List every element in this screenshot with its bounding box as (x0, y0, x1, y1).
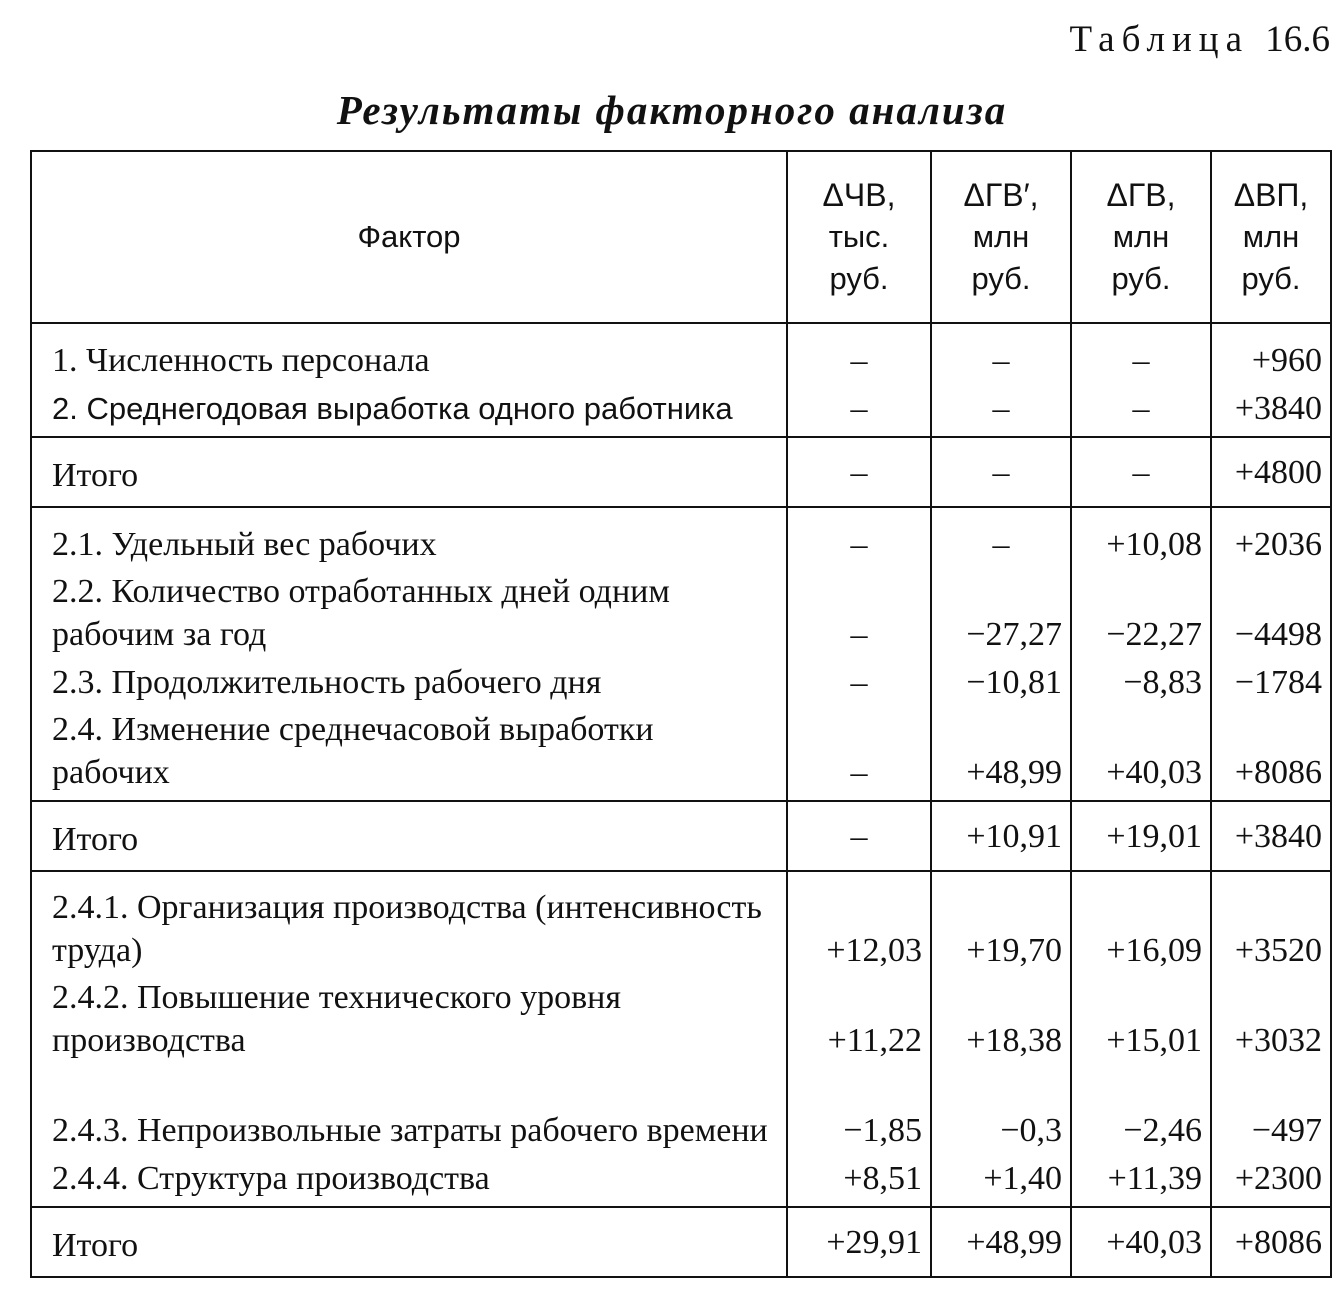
value-cell: +10,08 (1071, 507, 1211, 566)
value-cell: – (931, 382, 1071, 437)
value-cell: −2,46 (1071, 1062, 1211, 1152)
value-cell: +8086 (1211, 1207, 1331, 1277)
table-number (1070, 18, 1331, 61)
value-cell: – (787, 507, 931, 566)
header-unit: руб. (1241, 261, 1301, 296)
header-unit: тыс. (828, 219, 890, 254)
value-cell: −8,83 (1071, 656, 1211, 704)
table-row (31, 656, 1331, 704)
factor-cell: 2.2. Количество отработанных дней одним рабочим за год (31, 566, 787, 656)
value-cell: – (787, 437, 931, 507)
value-cell: +11,39 (1071, 1152, 1211, 1207)
value-cell: +3840 (1211, 382, 1331, 437)
value-cell: – (1071, 323, 1211, 382)
factor-cell: 2. Среднегодовая выработка одного работника (31, 382, 787, 437)
value-cell: – (1071, 382, 1211, 437)
total-row (31, 437, 1331, 507)
factor-cell: 2.3. Продолжительность рабочего дня (31, 656, 787, 704)
value-cell: +8,51 (787, 1152, 931, 1207)
value-cell: +40,03 (1071, 704, 1211, 801)
value-cell: +19,70 (931, 871, 1071, 972)
value-cell: +15,01 (1071, 972, 1211, 1062)
header-symbol: ΔЧВ, (822, 177, 896, 213)
value-cell: +10,91 (931, 801, 1071, 871)
value-cell: −10,81 (931, 656, 1071, 704)
value-cell: −1,85 (787, 1062, 931, 1152)
value-cell: +40,03 (1071, 1207, 1211, 1277)
value-cell: +1,40 (931, 1152, 1071, 1207)
table-row (31, 323, 1331, 382)
table-row (31, 1062, 1331, 1152)
factor-cell: 2.4.3. Непроизвольные затраты рабочего времени (31, 1062, 787, 1152)
table-row (31, 1152, 1331, 1207)
table-row (31, 704, 1331, 801)
header-unit: млн (972, 219, 1030, 254)
header-unit: руб. (1111, 261, 1171, 296)
value-cell: – (787, 382, 931, 437)
table-number-label: Таблица (1069, 19, 1249, 60)
value-cell: – (931, 437, 1071, 507)
value-cell: – (931, 323, 1071, 382)
value-cell: +960 (1211, 323, 1331, 382)
header-unit: млн (1242, 219, 1300, 254)
value-cell: +2300 (1211, 1152, 1331, 1207)
header-factor: Фактор (31, 151, 787, 323)
value-cell: +8086 (1211, 704, 1331, 801)
value-cell: −1784 (1211, 656, 1331, 704)
value-cell: – (787, 323, 931, 382)
value-cell: +3032 (1211, 972, 1331, 1062)
value-cell: +4800 (1211, 437, 1331, 507)
value-cell: – (787, 656, 931, 704)
value-cell: +18,38 (931, 972, 1071, 1062)
value-cell: +29,91 (787, 1207, 931, 1277)
table-row (31, 972, 1331, 1062)
header-unit: млн (1112, 219, 1170, 254)
value-cell: +2036 (1211, 507, 1331, 566)
factor-cell: Итого (31, 801, 787, 871)
value-cell: +11,22 (787, 972, 931, 1062)
header-symbol: ΔВП, (1233, 177, 1309, 213)
total-row (31, 801, 1331, 871)
total-row (31, 1207, 1331, 1277)
value-cell: +19,01 (1071, 801, 1211, 871)
factor-analysis-table (30, 150, 1332, 1278)
header-unit: руб. (829, 261, 889, 296)
factor-cell: Итого (31, 437, 787, 507)
value-cell: +48,99 (931, 704, 1071, 801)
header-row (31, 151, 1331, 323)
value-cell: +12,03 (787, 871, 931, 972)
header-delta-gv-prime (931, 151, 1071, 323)
factor-cell: 2.1. Удельный вес рабочих (31, 507, 787, 566)
header-delta-gv (1071, 151, 1211, 323)
value-cell: −27,27 (931, 566, 1071, 656)
header-unit: руб. (971, 261, 1031, 296)
value-cell: – (787, 704, 931, 801)
table-row (31, 382, 1331, 437)
value-cell: +16,09 (1071, 871, 1211, 972)
factor-cell: 2.4.1. Организация производства (интенсивность труда) (31, 871, 787, 972)
table-title: Результаты факторного анализа (336, 87, 1008, 133)
value-cell: – (1071, 437, 1211, 507)
value-cell: −0,3 (931, 1062, 1071, 1152)
factor-cell: 2.4.4. Структура производства (31, 1152, 787, 1207)
value-cell: – (787, 801, 931, 871)
table-row (31, 507, 1331, 566)
value-cell: −4498 (1211, 566, 1331, 656)
value-cell: +3840 (1211, 801, 1331, 871)
header-symbol: ΔГВ, (1106, 177, 1176, 213)
table-row (31, 566, 1331, 656)
header-symbol: ΔГВ′, (963, 177, 1039, 213)
value-cell: −22,27 (1071, 566, 1211, 656)
value-cell: – (931, 507, 1071, 566)
factor-cell: 2.4. Изменение среднечасовой выработки рабочих (31, 704, 787, 801)
value-cell: −497 (1211, 1062, 1331, 1152)
factor-cell: Итого (31, 1207, 787, 1277)
factor-cell: 2.4.2. Повышение технического уровня производства (31, 972, 787, 1062)
value-cell: +48,99 (931, 1207, 1071, 1277)
header-delta-chv (787, 151, 931, 323)
table-row (31, 871, 1331, 972)
factor-cell: 1. Численность персонала (31, 323, 787, 382)
value-cell: +3520 (1211, 871, 1331, 972)
header-delta-vp (1211, 151, 1331, 323)
table-number-value: 16.6 (1265, 19, 1330, 60)
value-cell: – (787, 566, 931, 656)
